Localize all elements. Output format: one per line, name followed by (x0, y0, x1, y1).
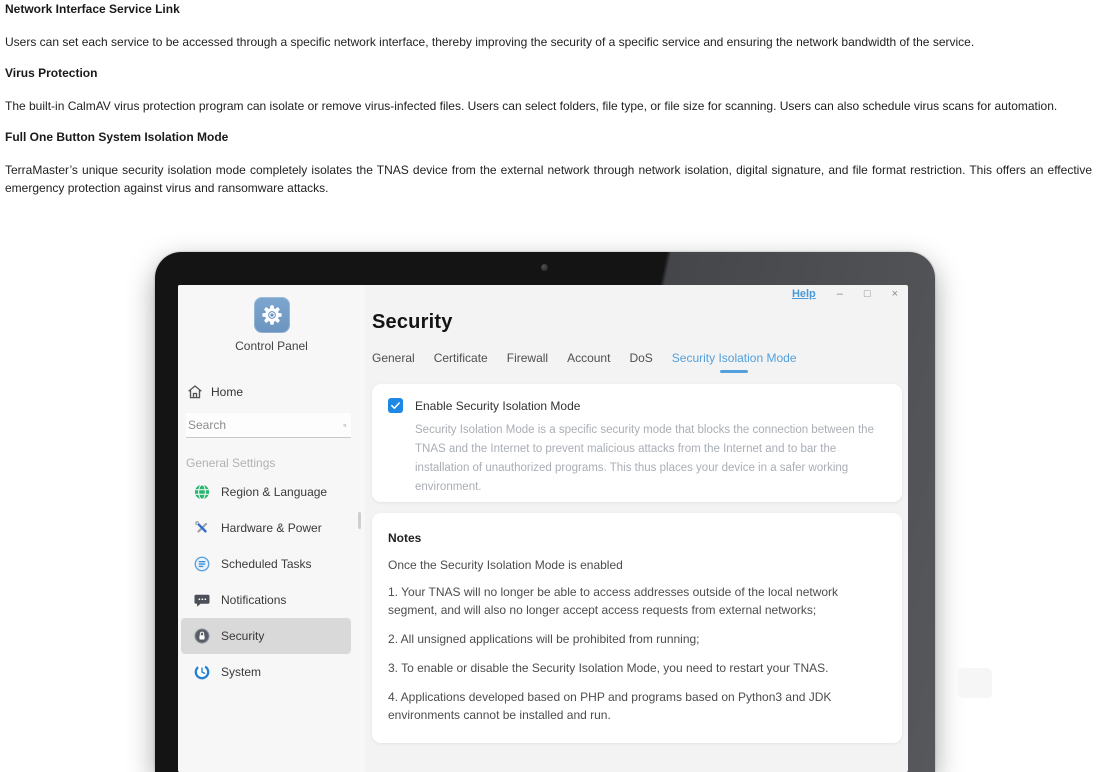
note-item: 3. To enable or disable the Security Isolation Mode, you need to restart your TNAS. (388, 661, 829, 675)
sidebar-item-security[interactable] (181, 618, 351, 654)
tab-security-isolation-mode[interactable]: Security Isolation Mode (672, 351, 797, 373)
notes-intro: Once the Security Isolation Mode is enabled (388, 558, 623, 572)
laptop-mockup (155, 252, 935, 772)
doc-heading: Virus Protection (5, 66, 98, 80)
tab-certificate[interactable]: Certificate (433, 351, 488, 365)
sidebar-item-label: Notifications (221, 593, 287, 607)
tab-bar (372, 351, 902, 373)
sidebar-item-label: Region & Language (221, 485, 328, 499)
control-panel-header (178, 285, 365, 353)
control-panel-gear-icon (254, 297, 290, 333)
globe-icon (193, 483, 211, 501)
note-item: 1. Your TNAS will no longer be able to access addresses outside of the local network segment, and will also no longer accept access requests from external networks; (388, 585, 839, 617)
tab-general[interactable]: General (372, 351, 415, 365)
doc-heading: Network Interface Service Link (5, 2, 180, 16)
sidebar-item-label: System (221, 665, 262, 679)
help-link[interactable]: Help (791, 288, 816, 300)
sidebar-item-label: Hardware & Power (221, 521, 322, 535)
scheduled-tasks-icon (193, 555, 211, 573)
doc-paragraph: Users can set each service to be accessed through a specific network interface, thereby improving the security of a specific service and ensuring the network bandwidth of the service. (5, 35, 975, 49)
page-scroll-button[interactable] (958, 668, 992, 698)
close-button[interactable]: × (891, 288, 898, 300)
lock-icon (193, 627, 211, 645)
sidebar-item-notifications[interactable] (181, 582, 351, 618)
doc-paragraph: TerraMaster’s unique security isolation mode completely isolates the TNAS device from the external network through network isolation, digital signature, and file format restriction. This offers an effective emergency protection against virus and ransomware attacks. (5, 163, 1092, 195)
webcam-dot (541, 264, 548, 271)
tab-account[interactable]: Account (567, 351, 611, 365)
sidebar-scrollbar[interactable] (358, 512, 361, 529)
sidebar-item-label: Security (221, 629, 265, 643)
tab-firewall[interactable]: Firewall (506, 351, 549, 365)
notes-title: Notes (388, 531, 422, 545)
enable-isolation-checkbox[interactable] (388, 398, 403, 413)
doc-paragraph: The built-in CalmAV virus protection program can isolate or remove virus-infected files. Users can select folders, file type, or file size for scanning. Users can also schedule virus scans for automation. (5, 99, 1058, 113)
checkmark-icon (390, 400, 401, 411)
sidebar-item-label: Scheduled Tasks (221, 557, 312, 571)
doc-heading: Full One Button System Isolation Mode (5, 130, 229, 144)
sidebar-item-hardware-power[interactable] (181, 510, 351, 546)
tab-dos[interactable]: DoS (629, 351, 653, 365)
maximize-button[interactable]: □ (863, 288, 871, 300)
search-icon[interactable] (343, 418, 347, 433)
note-item: 4. Applications developed based on PHP and programs based on Python3 and JDK environments cannot be installed and run. (388, 690, 832, 722)
sidebar-section-label: General Settings (186, 456, 276, 470)
home-label: Home (211, 385, 244, 399)
sidebar-item-scheduled-tasks[interactable] (181, 546, 351, 582)
main-panel (365, 285, 908, 772)
tools-icon (193, 519, 211, 537)
sidebar-item-system[interactable] (181, 654, 351, 690)
window-controls (792, 287, 898, 301)
notes-card (372, 513, 902, 743)
intro-text (5, 3, 1092, 213)
sidebar (178, 285, 365, 772)
enable-isolation-card (372, 384, 902, 502)
minimize-button[interactable]: – (836, 288, 843, 300)
chat-bubble-icon (193, 591, 211, 609)
note-item: 2. All unsigned applications will be prohibited from running; (388, 632, 700, 646)
search-box (186, 413, 351, 438)
enable-isolation-label[interactable]: Enable Security Isolation Mode (415, 398, 581, 413)
sidebar-item-home[interactable] (186, 383, 365, 401)
search-input[interactable] (188, 418, 343, 432)
sidebar-item-region-language[interactable] (181, 474, 351, 510)
page-title: Security (372, 311, 453, 333)
system-gauge-icon (193, 663, 211, 681)
home-icon (186, 383, 204, 401)
control-panel-label: Control Panel (235, 339, 308, 353)
device-screen (178, 285, 908, 772)
isolation-description: Security Isolation Mode is a specific security mode that blocks the connection between the TNAS and the Internet to prevent malicious attacks from the Internet and to bar the installation of unauthorized programs. This thus places your device in a safer working environment. (415, 424, 874, 493)
